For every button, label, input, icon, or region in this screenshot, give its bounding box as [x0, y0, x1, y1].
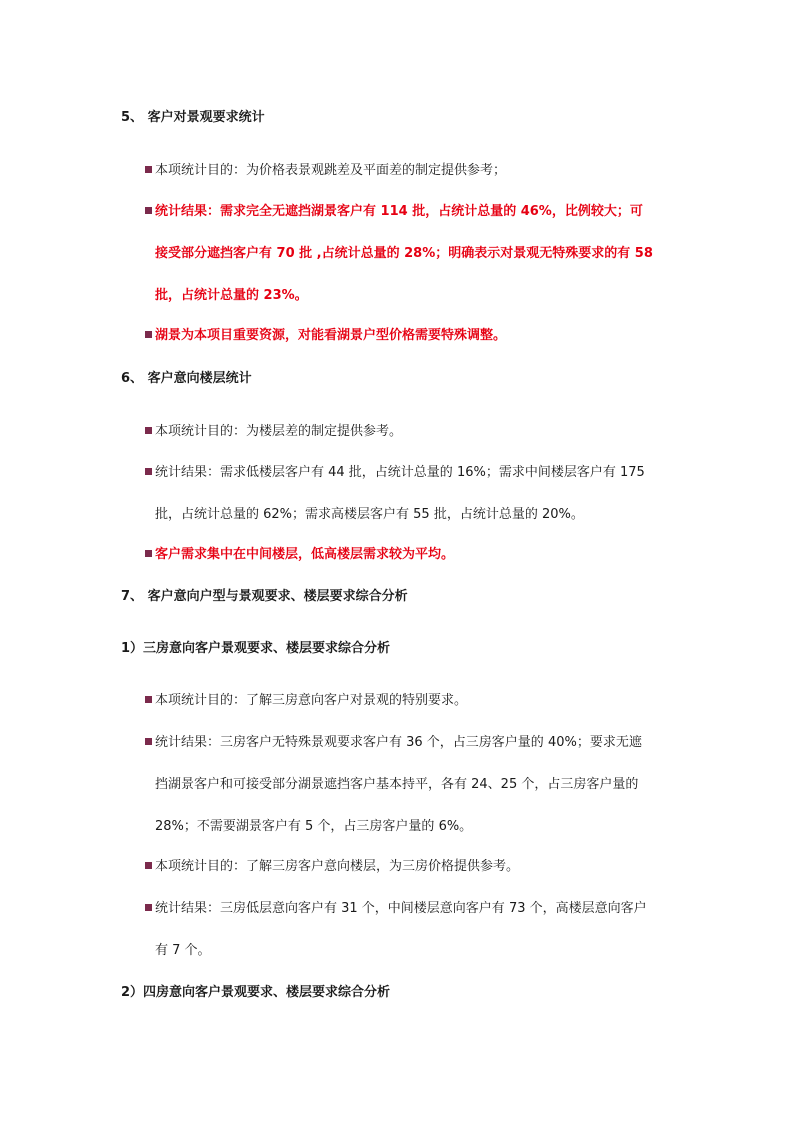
bullet-square-icon [145, 738, 152, 745]
section-5-purpose-text: 本项统计目的：为价格表景观跳差及平面差的制定提供参考； [155, 163, 507, 178]
bullet-square-icon [145, 550, 152, 557]
section-6-heading: 6、 客户意向楼层统计 [121, 371, 252, 386]
bullet-square-icon [145, 207, 152, 214]
section-5-result-line-2: 接受部分遮挡客户有 70 批 ,占统计总量的 28%；明确表示对景观无特殊要求的有 58 [155, 246, 653, 261]
section-6-purpose-text: 本项统计目的：为楼层差的制定提供参考。 [155, 424, 403, 439]
bullet-square-icon [145, 166, 152, 173]
subsection-2-heading: 2）四房意向客户景观要求、楼层要求综合分析 [121, 985, 391, 1000]
bullet-square-icon [145, 696, 152, 703]
section-5-result-line-1: 统计结果：需求完全无遮挡湖景客户有 114 批，占统计总量的 46%，比例较大；可 [155, 204, 643, 219]
subsection-1-result-2-line-1: 统计结果：三房低层意向客户有 31 个，中间楼层意向客户有 73 个，高楼层意向客户 [155, 901, 647, 916]
section-7-heading: 7、 客户意向户型与景观要求、楼层要求综合分析 [121, 589, 408, 604]
subsection-1-result-1-line-3: 28%；不需要湖景客户有 5 个，占三房客户量的 6%。 [155, 819, 473, 834]
section-5-result [145, 203, 643, 221]
bullet-square-icon [145, 904, 152, 911]
subsection-1-result-2-line-2: 有 7 个。 [155, 943, 211, 958]
subsection-1-purpose-2-text: 本项统计目的：了解三房客户意向楼层，为三房价格提供参考。 [155, 859, 520, 874]
bullet-square-icon [145, 331, 152, 338]
subsection-1-result-2 [145, 900, 647, 918]
section-5-purpose [145, 162, 506, 180]
subsection-1-heading: 1）三房意向客户景观要求、楼层要求综合分析 [121, 641, 391, 656]
section-5-conclusion [145, 327, 506, 345]
section-6-result-line-1: 统计结果：需求低楼层客户有 44 批，占统计总量的 16%；需求中间楼层客户有 175 [155, 465, 645, 480]
section-6-conclusion-text: 客户需求集中在中间楼层，低高楼层需求较为平均。 [155, 547, 455, 562]
subsection-1-result-1-line-2: 挡湖景客户和可接受部分湖景遮挡客户基本持平，各有 24、25 个，占三房客户量的 [155, 777, 639, 792]
section-5-result-line-3: 批，占统计总量的 23%。 [155, 288, 308, 303]
subsection-1-purpose-1-text: 本项统计目的：了解三房意向客户对景观的特别要求。 [155, 693, 468, 708]
subsection-1-purpose-2 [145, 858, 519, 876]
section-6-conclusion [145, 546, 454, 564]
bullet-square-icon [145, 468, 152, 475]
bullet-square-icon [145, 427, 152, 434]
section-6-result-line-2: 批，占统计总量的 62%；需求高楼层客户有 55 批，占统计总量的 20%。 [155, 507, 584, 522]
section-5-heading: 5、 客户对景观要求统计 [121, 110, 265, 125]
section-6-result [145, 464, 645, 482]
bullet-square-icon [145, 862, 152, 869]
subsection-1-result-1-line-1: 统计结果：三房客户无特殊景观要求客户有 36 个，占三房客户量的 40%；要求无遮 [155, 735, 642, 750]
section-5-conclusion-text: 湖景为本项目重要资源，对能看湖景户型价格需要特殊调整。 [155, 328, 507, 343]
subsection-1-result-1 [145, 734, 642, 752]
section-6-purpose [145, 423, 402, 441]
subsection-1-purpose-1 [145, 692, 467, 710]
